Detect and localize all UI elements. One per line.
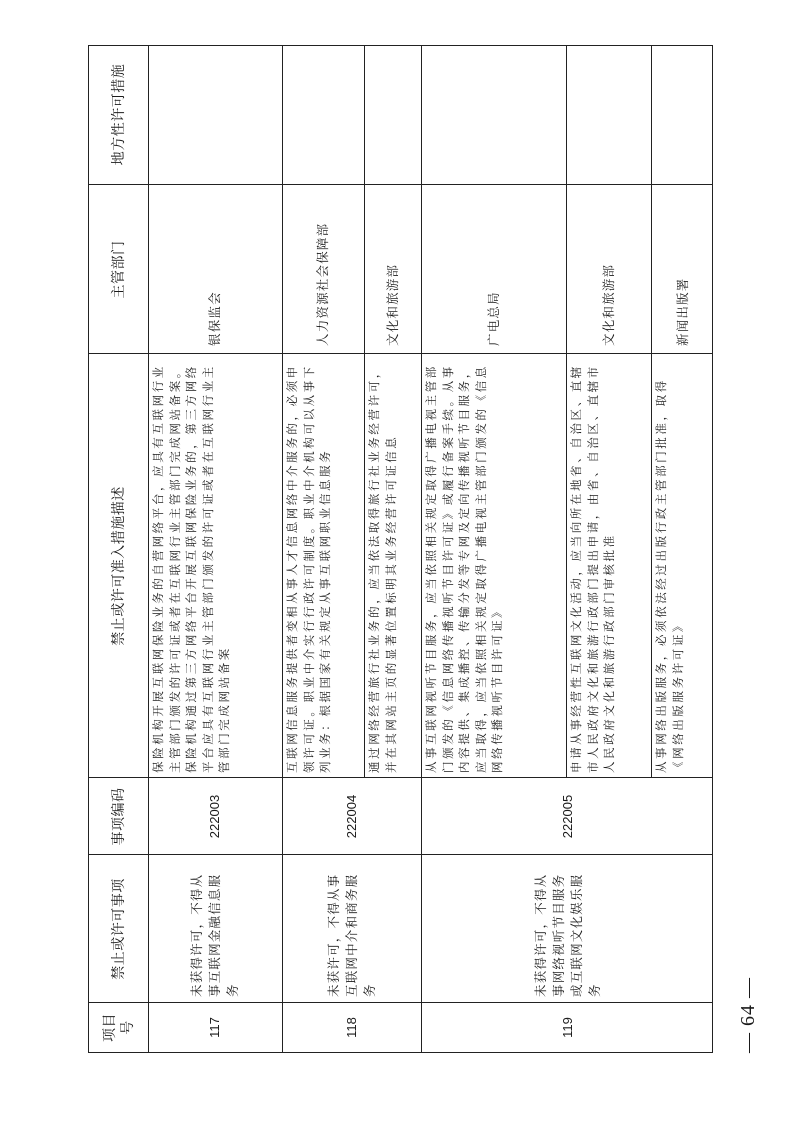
header-item-code: 事项编码: [110, 787, 127, 846]
measure-description: 从事网络出版服务，必须依法经过出版行政主管部门批准，取得《网络出版服务许可证》: [654, 378, 685, 773]
header-item: 禁止或许可事项: [110, 878, 127, 980]
project-number: 117: [207, 1017, 222, 1038]
item-name: 未获得许可，不得从事网络视听节目服务或互联网文化娱乐服务: [532, 873, 602, 997]
item-code: 222005: [559, 794, 575, 839]
header-local-measures: 地方性许可措施: [110, 63, 127, 166]
measure-description: 申请从事经营性互联网文化活动，应当向所在地省、自治区、直辖市人民政府文化和旅游行政部门提出申请，由省、自治区、直辖市人民政府文化和旅游行政部门审核批准: [569, 364, 617, 773]
department: 广电总局: [485, 291, 501, 346]
item-name: 未获得许可，不得从事互联网金融信息服务: [189, 873, 240, 997]
department: 人力资源社会保障部: [315, 222, 330, 346]
item-code: 222004: [343, 794, 359, 839]
item-name: 未获许可，不得从事互联网中介和商务服务: [325, 873, 377, 997]
department: 文化和旅游部: [384, 263, 400, 346]
project-number: 118: [343, 1017, 359, 1038]
permission-table: [88, 45, 713, 1053]
department: 新闻出版署: [674, 277, 690, 346]
department: 文化和旅游部: [600, 263, 616, 346]
item-code: 222003: [207, 794, 222, 839]
measure-description: 通过网络经营旅行社业务的，应当依法取得旅行社业务经营许可，并在其网站主页的显著位置标明其业务经营许可证信息: [367, 364, 398, 773]
project-number: 119: [559, 1017, 575, 1038]
header-project-number: 项目号: [101, 1013, 136, 1042]
measure-description: 从事互联网视听节目服务，应当依照相关规定取得广播电视主管部门颁发的《信息网络传播视听节目许可证》或履行备案手续。从事内容提供、集成播控、传输分发等专网及定向传播视听节目服务，应当取得，应当依照相关规定取得广播电视主管部门颁发的《信息网络传播视听节目许可证》: [424, 364, 505, 773]
measure-description: 保险机构开展互联网保险业务的自营网络平台，应具有互联网行业主管部门颁发的许可证或者在互联网行业主管部门完成网站备案。保险机构通过第三方网络平台开展互联网保险业务的，第三方网络平台应具有互联网行业主管部门颁发的许可证或者在互联网行业主管部门完成网站备案: [151, 364, 232, 773]
header-description: 禁止或许可准入措施描述: [110, 486, 127, 646]
measure-description: 互联网信息服务提供者变相从事人才信息网络中介服务的，必须申领许可证。职业中介实行行政许可制度。职业中介机构可以从事下列业务：根据国家有关规定从事互联网职业信息服务: [285, 364, 333, 773]
page-number: — 64 —: [737, 977, 759, 1053]
header-department: 主管部门: [110, 240, 127, 299]
department: 银保监会: [207, 291, 222, 346]
